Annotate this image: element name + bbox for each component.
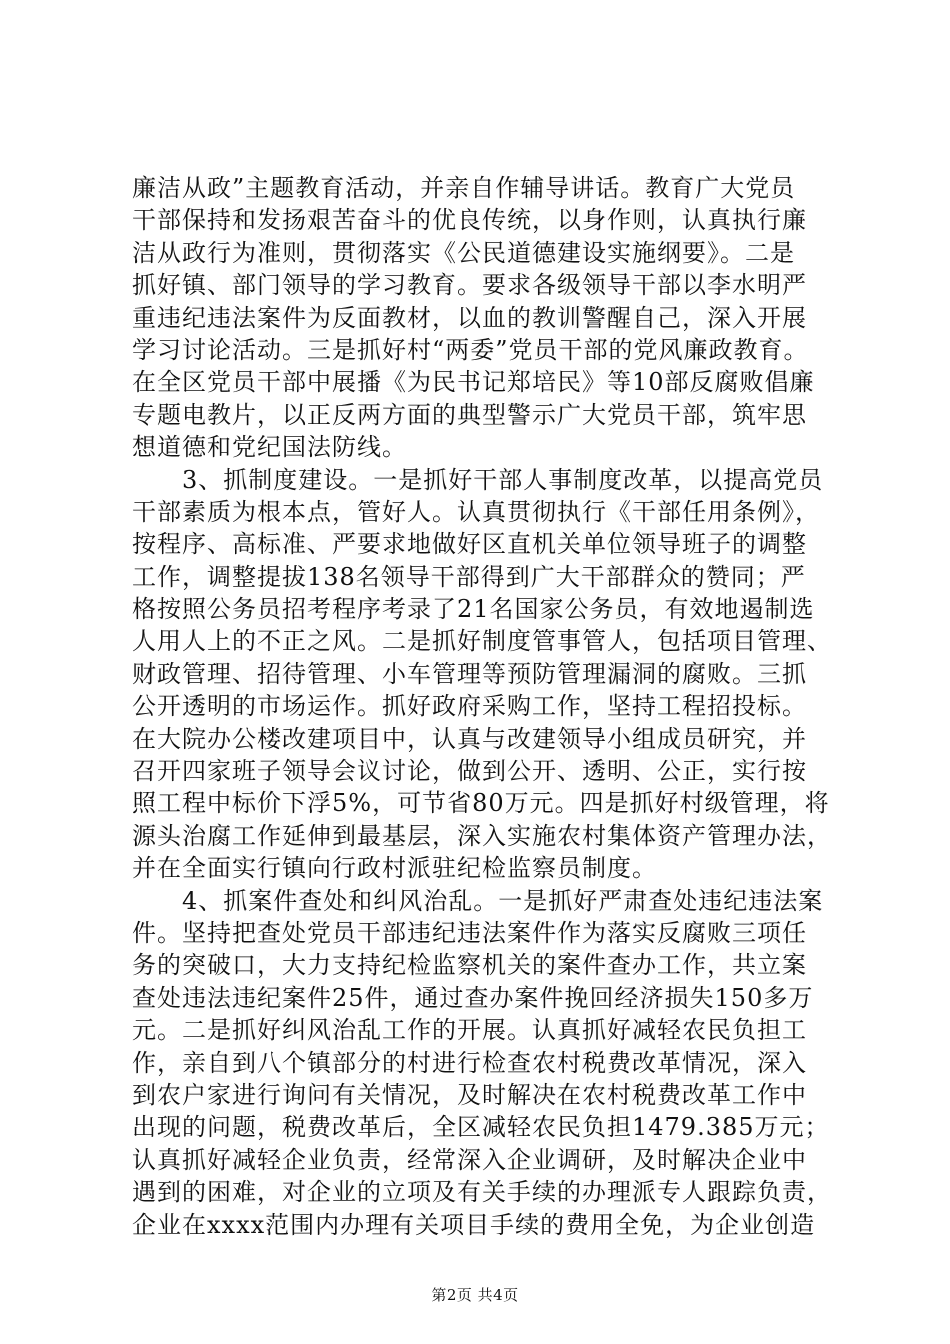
text-line: 廉洁从政”主题教育活动，并亲自作辅导讲话。教育广大党员 — [132, 174, 796, 202]
text-line: 人用人上的不正之风。二是抓好制度管事管人，包括项目管理、 — [132, 627, 832, 656]
text-line: 召开四家班子领导会议讨论，做到公开、透明、公正，实行按 — [132, 757, 807, 786]
text-line: 到农户家进行询问有关情况，及时解决在农村税费改革工作中 — [132, 1080, 807, 1109]
text-line: 出现的问题，税费改革后，全区减轻农民负担1479.385万元； — [132, 1113, 830, 1142]
text-line: 工作，调整提拔138名领导干部得到广大干部群众的赞同；严 — [132, 562, 806, 591]
text-line: 公开透明的市场运作。抓好政府采购工作，坚持工程招投标。 — [132, 692, 807, 721]
text-line: 财政管理、招待管理、小车管理等预防管理漏洞的腐败。三抓 — [132, 659, 807, 688]
text-line: 按程序、高标准、严要求地做好区直机关单位领导班子的调整 — [132, 530, 807, 559]
text-line: 格按照公务员招考程序考录了21名国家公务员，有效地遏制选 — [132, 595, 815, 624]
text-line: 查处违法违纪案件25件，通过查办案件挽回经济损失150多万 — [132, 983, 814, 1012]
text-line: 4、抓案件查处和纠风治乱。一是抓好严肃查处违纪违法案 — [132, 886, 824, 915]
text-line: 专题电教片，以正反两方面的典型警示广大党员干部，筑牢思 — [132, 400, 807, 429]
text-line: 学习讨论活动。三是抓好村“两委”党员干部的党风廉政教育。 — [132, 335, 809, 364]
text-line: 3、抓制度建设。一是抓好干部人事制度改革，以提高党员 — [132, 465, 824, 494]
text-line: 作，亲自到八个镇部分的村进行检查农村税费改革情况，深入 — [132, 1048, 807, 1077]
text-line: 企业在xxxx范围内办理有关项目手续的费用全免，为企业创造 — [132, 1210, 816, 1239]
text-line: 在大院办公楼改建项目中，认真与改建领导小组成员研究，并 — [132, 724, 807, 753]
text-line: 并在全面实行镇向行政村派驻纪检监察员制度。 — [132, 854, 657, 883]
page-footer: 第2页 共4页 — [431, 1286, 519, 1304]
text-line: 想道德和党纪国法防线。 — [132, 433, 407, 462]
text-line: 元。二是抓好纠风治乱工作的开展。认真抓好减轻农民负担工 — [132, 1016, 807, 1045]
text-line: 重违纪违法案件为反面教材，以血的教训警醒自己，深入开展 — [132, 303, 807, 332]
text-line: 照工程中标价下浮5%，可节省80万元。四是抓好村级管理，将 — [132, 789, 830, 818]
text-line: 干部保持和发扬艰苦奋斗的优良传统，以身作则，认真执行廉 — [132, 206, 807, 235]
text-line: 洁从政行为准则，贯彻落实《公民道德建设实施纲要》。二是 — [132, 238, 795, 267]
text-line: 干部素质为根本点，管好人。认真贯彻执行《干部任用条例》， — [132, 497, 820, 526]
text-line: 认真抓好减轻企业负责，经常深入企业调研，及时解决企业中 — [132, 1145, 807, 1174]
text-line: 遇到的困难，对企业的立项及有关手续的办理派专人跟踪负责， — [132, 1178, 832, 1207]
text-line: 务的突破口，大力支持纪检监察机关的案件查办工作，共立案 — [132, 951, 807, 980]
body-text — [132, 172, 834, 1241]
text-line: 源头治腐工作延伸到最基层，深入实施农村集体资产管理办法， — [132, 821, 832, 850]
text-line: 在全区党员干部中展播《为民书记郑培民》等10部反腐败倡廉 — [132, 368, 815, 397]
text-line: 抓好镇、部门领导的学习教育。要求各级领导干部以李水明严 — [132, 271, 807, 300]
text-line: 件。坚持把查处党员干部违纪违法案件作为落实反腐败三项任 — [132, 918, 807, 947]
